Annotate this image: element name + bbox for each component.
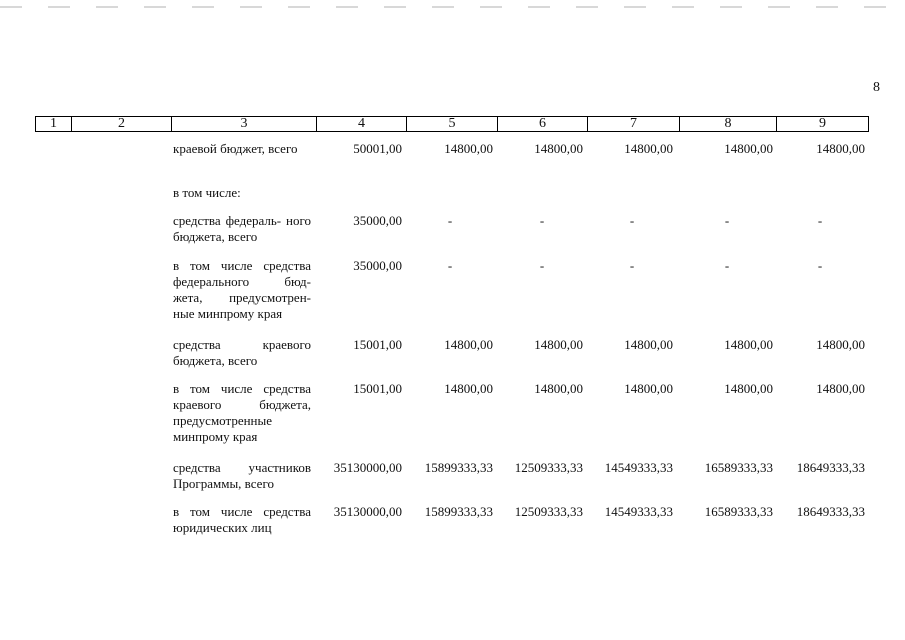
value-col-8: 14800,00: [724, 381, 773, 396]
value-col-5: 14800,00: [444, 337, 493, 352]
value-col-9: 14800,00: [816, 337, 865, 352]
value-col-4: 50001,00: [353, 141, 402, 156]
row-label: в том числе:: [173, 185, 241, 200]
value-col-7: 14549333,33: [604, 460, 673, 475]
value-col-5: -: [447, 258, 453, 273]
value-col-9: -: [817, 213, 823, 228]
column-header-3: 3: [172, 117, 317, 132]
value-col-7: 14549333,33: [604, 504, 673, 519]
value-col-5: 14800,00: [444, 141, 493, 156]
column-header-9: 9: [777, 117, 869, 132]
column-header-7: 7: [588, 117, 680, 132]
value-col-6: 14800,00: [534, 381, 583, 396]
column-header-1: 1: [36, 117, 72, 132]
value-col-7: -: [629, 258, 635, 273]
row-label: в том числе средства юридических лиц: [173, 504, 311, 535]
page-number: 8: [873, 80, 880, 95]
value-col-4: 35000,00: [353, 258, 402, 273]
value-col-9: 14800,00: [816, 381, 865, 396]
value-col-8: 16589333,33: [704, 504, 773, 519]
column-header-5: 5: [407, 117, 498, 132]
value-col-6: 14800,00: [534, 337, 583, 352]
value-col-6: 12509333,33: [514, 504, 583, 519]
column-header-4: 4: [317, 117, 407, 132]
value-col-8: 14800,00: [724, 337, 773, 352]
value-col-4: 35130000,00: [333, 460, 402, 475]
scan-artifact-line: [0, 6, 905, 8]
value-col-6: 14800,00: [534, 141, 583, 156]
column-header-2: 2: [72, 117, 172, 132]
value-col-5: 14800,00: [444, 381, 493, 396]
row-label: краевой бюджет, всего: [173, 141, 298, 156]
value-col-7: 14800,00: [624, 381, 673, 396]
value-col-8: 14800,00: [724, 141, 773, 156]
value-col-4: 15001,00: [353, 337, 402, 352]
value-col-9: 18649333,33: [796, 460, 865, 475]
value-col-4: 35000,00: [353, 213, 402, 228]
value-col-8: -: [724, 258, 730, 273]
row-label: средства краевого бюджета, всего: [173, 337, 311, 368]
value-col-7: -: [629, 213, 635, 228]
value-col-6: -: [539, 213, 545, 228]
value-col-4: 35130000,00: [333, 504, 402, 519]
value-col-4: 15001,00: [353, 381, 402, 396]
value-col-9: -: [817, 258, 823, 273]
value-col-7: 14800,00: [624, 337, 673, 352]
row-label: средства федераль- ного бюджета, всего: [173, 213, 311, 244]
value-col-9: 18649333,33: [796, 504, 865, 519]
column-header-8: 8: [680, 117, 777, 132]
column-number-header: [35, 116, 869, 132]
value-col-7: 14800,00: [624, 141, 673, 156]
column-header-6: 6: [498, 117, 588, 132]
value-col-6: 12509333,33: [514, 460, 583, 475]
value-col-8: 16589333,33: [704, 460, 773, 475]
value-col-9: 14800,00: [816, 141, 865, 156]
value-col-8: -: [724, 213, 730, 228]
row-label: средства участников Программы, всего: [173, 460, 311, 491]
header-row: [36, 117, 869, 132]
row-label: в том числе средства краевого бюджета, предусмотренные минпрому края: [173, 381, 311, 444]
value-col-5: -: [447, 213, 453, 228]
row-label: в том числе средства федерального бюд- жета, предусмотрен- ные минпрому края: [173, 258, 311, 321]
value-col-5: 15899333,33: [424, 460, 493, 475]
value-col-5: 15899333,33: [424, 504, 493, 519]
value-col-6: -: [539, 258, 545, 273]
